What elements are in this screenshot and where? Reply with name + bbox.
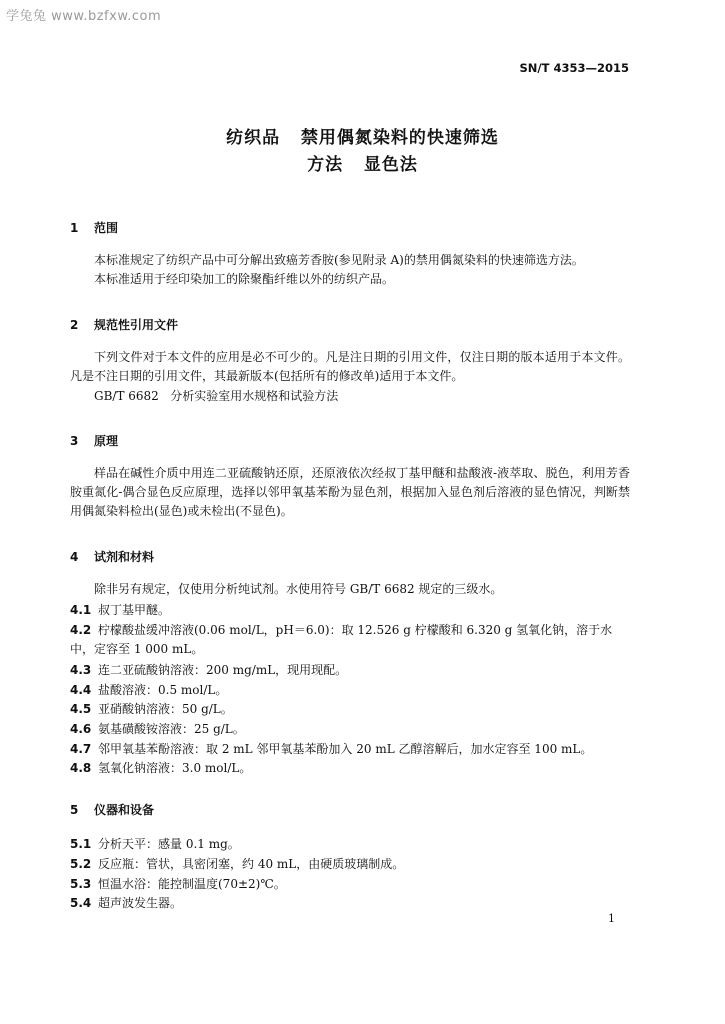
section-heading-4 [70,548,154,565]
item-number: 5.2 [70,857,92,871]
item-number: 4.8 [70,761,92,775]
paragraph: 下列文件对于本文件的应用是必不可少的。凡是注日期的引用文件，仅注日期的版本适用于本文件。凡是不注日期的引用文件，其最新版本(包括所有的修改单)适用于本文件。 [70,350,630,383]
item-number: 5.3 [70,877,92,891]
item-number: 4.3 [70,663,92,677]
section-number: 1 [70,221,79,235]
section-heading-1 [70,219,118,236]
section-title: 范围 [94,221,119,235]
item-number: 4.5 [70,702,92,716]
list-item [70,720,630,739]
paragraph: 样品在碱性介质中用连二亚硫酸钠还原，还原液依次经叔丁基甲醚和盐酸液-液萃取、脱色，利用芳香胺重氮化-偶合显色反应原理，选择以邻甲氧基苯酚为显色剂，根据加入显色剂后溶液的显色情况，判断禁用偶氮染料检出(显色)或未检出(不显色)。 [70,466,630,518]
standard-code: SN/T 4353—2015 [519,61,629,75]
reference-item: GB/T 6682 分析实验室用水规格和试验方法 [94,389,339,403]
list-item [70,894,630,913]
paragraph: 除非另有规定，仅使用分析纯试剂。水使用符号 GB/T 6682 规定的三级水。 [94,582,503,596]
item-number: 4.4 [70,683,92,697]
item-text: 叔丁基甲醚。 [98,603,171,617]
section-heading-2 [70,316,178,333]
section-number: 5 [70,803,79,817]
list-item [70,855,630,874]
item-text: 分析天平：感量 0.1 mg。 [98,837,240,851]
section-heading-3 [70,432,118,449]
document-title-line1: 纺织品 禁用偶氮染料的快速筛选 [226,128,499,148]
list-item [70,681,630,700]
list-item [70,601,630,620]
section-number: 2 [70,318,79,332]
item-number: 5.1 [70,837,92,851]
item-number: 4.6 [70,722,92,736]
item-text: 反应瓶：管状，具密闭塞，约 40 mL，由硬质玻璃制成。 [98,857,405,871]
item-number: 4.2 [70,623,92,637]
item-text: 邻甲氧基苯酚溶液：取 2 mL 邻甲氧基苯酚加入 20 mL 乙醇溶解后，加水定容至 100 mL。 [98,742,593,756]
item-text: 柠檬酸盐缓冲溶液(0.06 mol/L，pH＝6.0)：取 12.526 g 柠檬酸和 6.320 g 氢氧化钠，溶于水中，定容至 1 000 mL。 [70,623,613,656]
item-number: 4.1 [70,603,92,617]
paragraph: 本标准规定了纺织产品中可分解出致癌芳香胺(参见附录 A)的禁用偶氮染料的快速筛选方法。 [94,253,584,267]
section-heading-5 [70,801,154,818]
list-item [70,759,630,778]
list-item [70,700,630,719]
section-number: 4 [70,550,79,564]
section-title: 仪器和设备 [94,803,155,817]
section-title: 规范性引用文件 [94,318,179,332]
item-text: 氢氧化钠溶液：3.0 mol/L。 [98,761,252,775]
item-text: 盐酸溶液：0.5 mol/L。 [98,683,228,697]
page-number: 1 [608,912,615,925]
item-text: 连二亚硫酸钠溶液：200 mg/mL，现用现配。 [98,663,348,677]
section-number: 3 [70,434,79,448]
list-item [70,875,630,894]
list-item [70,661,630,680]
section-title: 试剂和材料 [94,550,155,564]
item-number: 5.4 [70,896,92,910]
document-title-line2: 方法 显色法 [307,155,418,175]
item-text: 超声波发生器。 [98,896,183,910]
watermark: 学兔兔 www.bzfxw.com [6,9,162,24]
section-title: 原理 [94,434,119,448]
list-item [70,740,630,759]
list-item [70,621,630,659]
item-text: 亚硝酸钠溶液：50 g/L。 [98,702,233,716]
item-number: 4.7 [70,742,92,756]
list-item [70,835,630,854]
item-text: 氨基磺酸铵溶液：25 g/L。 [98,722,245,736]
paragraph: 本标准适用于经印染加工的除聚酯纤维以外的纺织产品。 [94,272,395,286]
item-text: 恒温水浴：能控制温度(70±2)℃。 [98,877,286,891]
